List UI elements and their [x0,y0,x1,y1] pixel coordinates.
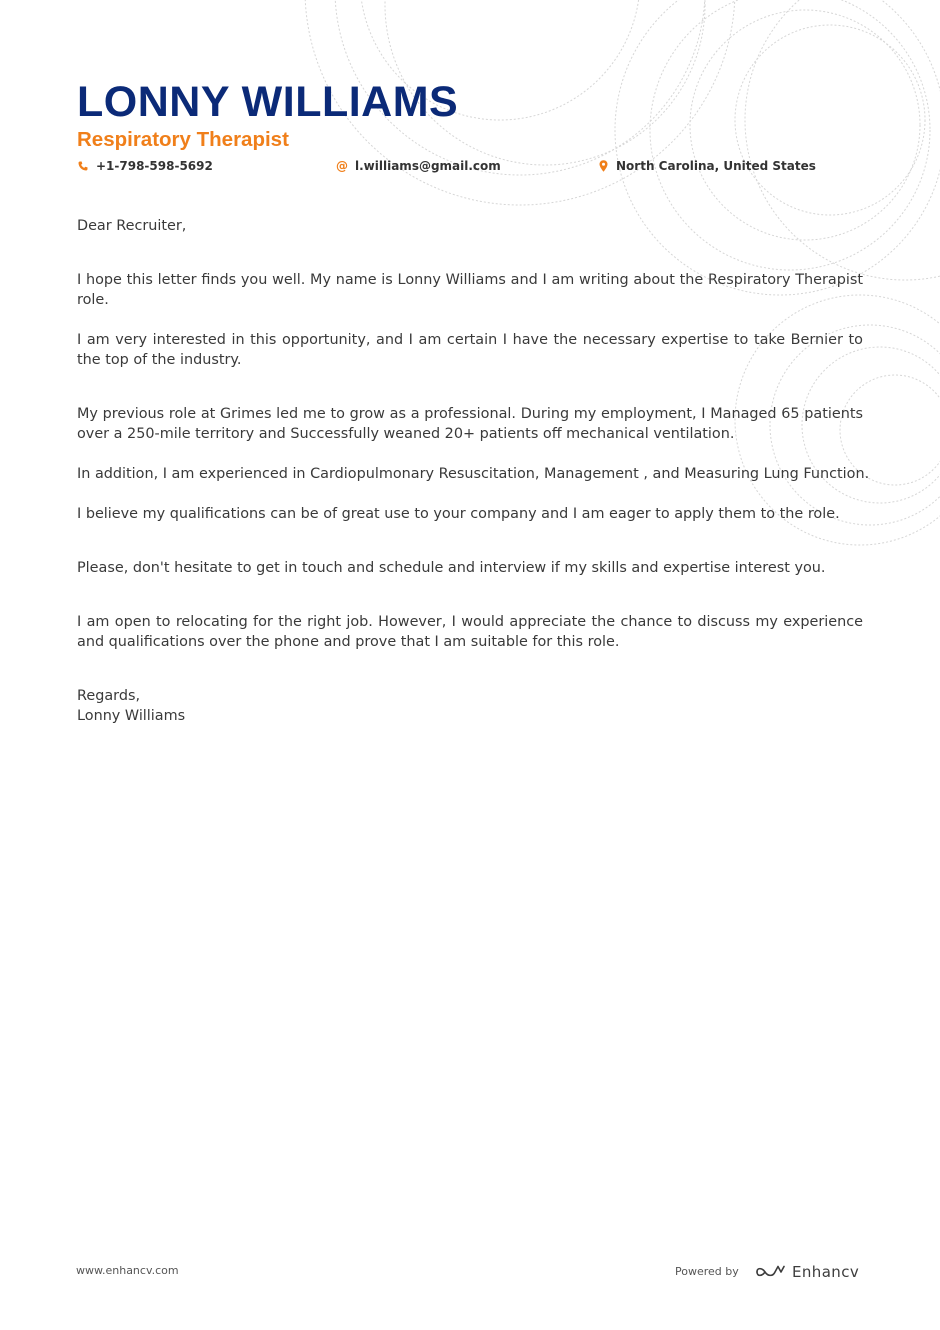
powered-by-label: Powered by [675,1265,739,1278]
brand-name: Enhancv [792,1263,860,1281]
contact-phone [77,157,213,175]
job-title: Respiratory Therapist [77,128,289,151]
letter-signature: Lonny Williams [77,708,186,724]
letter-paragraph: My previous role at Grimes led me to grow as a professional. During my employment, I Managed 65 patients over a 250-mile territory and Successfully weaned 20+ patients off mechanical ventilation. [77,406,863,442]
enhancv-logo-icon [754,1263,786,1281]
letter-paragraph: I am very interested in this opportunity, and I am certain I have the necessary expertise to take Bernier to the top of the industry. [77,332,863,368]
letter-paragraph: I am open to relocating for the right job. However, I would appreciate the chance to discuss my experience and qualifications over the phone and prove that I am suitable for this role. [77,614,863,650]
letter-greeting: Dear Recruiter, [77,218,187,234]
contact-email [336,157,501,175]
phone-icon [77,160,89,172]
email-address: l.williams@gmail.com [355,159,501,173]
candidate-name: LONNY WILLIAMS [77,78,459,126]
at-icon: @ [336,159,348,173]
letter-paragraph: In addition, I am experienced in Cardiopulmonary Resuscitation, Management , and Measuring Lung Function. [77,466,870,482]
letter-paragraph: I hope this letter finds you well. My name is Lonny Williams and I am writing about the Respiratory Therapist role. [77,272,863,308]
phone-number: +1-798-598-5692 [96,159,213,173]
location-text: North Carolina, United States [616,159,816,173]
letter-closing: Regards, [77,688,141,704]
location-pin-icon [597,160,609,172]
letter-paragraph: Please, don't hesitate to get in touch and schedule and interview if my skills and expertise interest you. [77,560,826,576]
letter-paragraph: I believe my qualifications can be of great use to your company and I am eager to apply them to the role. [77,506,840,522]
enhancv-logo[interactable] [754,1261,859,1283]
contact-location [597,157,816,175]
footer-website-link[interactable]: www.enhancv.com [76,1264,179,1277]
